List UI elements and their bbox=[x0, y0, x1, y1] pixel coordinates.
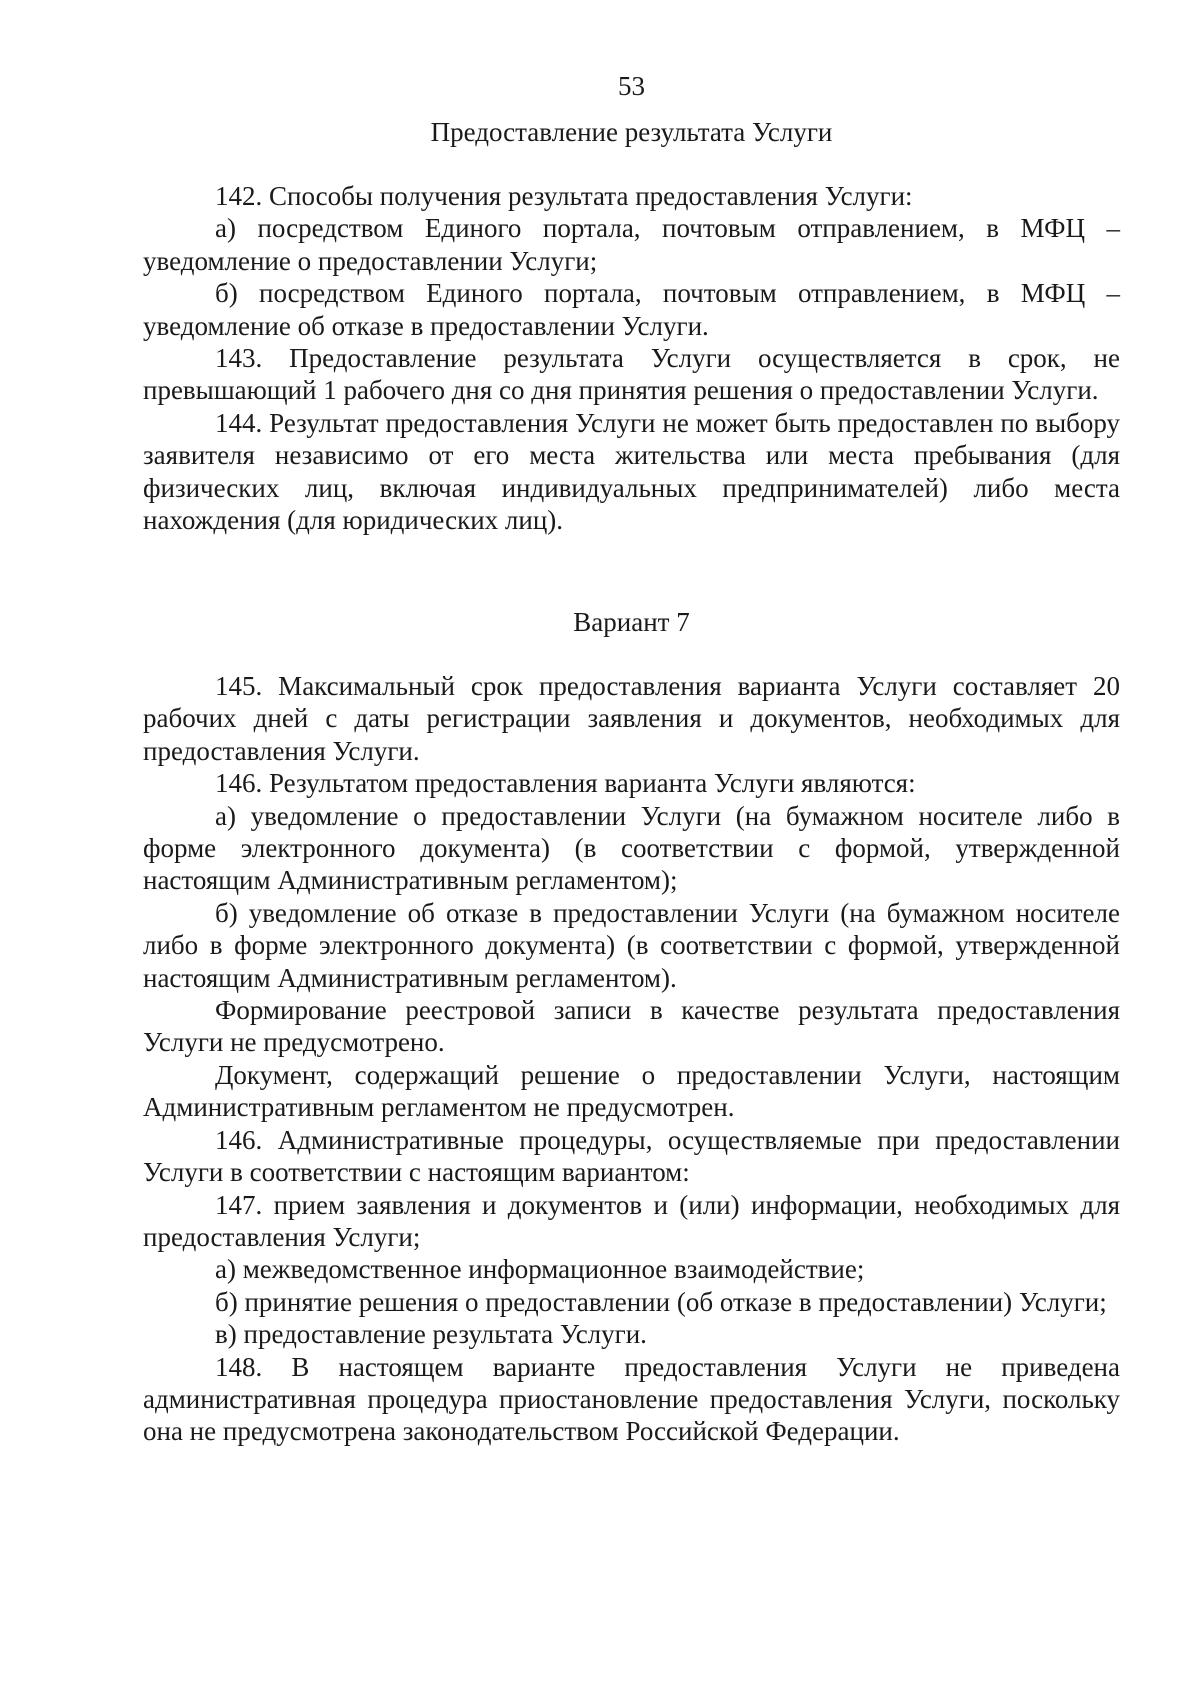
paragraph-147-c: в) предоставление результата Услуги. bbox=[215, 1319, 647, 1350]
paragraph-145: 145. Максимальный срок предоставления варианта Услуги составляет 20 рабочих дней с даты регистрации заявления и документов, необходимых для предоставления Услуги. bbox=[143, 671, 1120, 766]
section-heading-result-delivery: Предоставление результата Услуги bbox=[430, 117, 833, 147]
paragraph-142-b: б) посредством Единого портала, почтовым отправлением, в МФЦ – уведомление об отказе в предоставлении Услуги. bbox=[143, 278, 1120, 341]
section-heading-variant-7: Вариант 7 bbox=[573, 607, 690, 637]
section-body-variant-7 bbox=[143, 670, 1120, 1448]
paragraph-144: 144. Результат предоставления Услуги не может быть предоставлен по выбору заявителя независимо от его места жительства или места пребывания (для физических лиц, включая индивидуальных предпринимателей) либо места нахождения (для юридических лиц). bbox=[143, 407, 1120, 536]
paragraph-147-a: а) межведомственное информационное взаимодействие; bbox=[215, 1254, 865, 1285]
page-number: 53 bbox=[618, 71, 645, 101]
paragraph-146-b: б) уведомление об отказе в предоставлении Услуги (на бумажном носителе либо в форме электронного документа) (в соответствии с формой, утвержденной настоящим Административным регламентом). bbox=[143, 897, 1120, 993]
paragraph-decision-document: Документ, содержащий решение о предоставлении Услуги, настоящим Административным регламентом не предусмотрен. bbox=[143, 1059, 1120, 1123]
paragraph-143: 143. Предоставление результата Услуги осуществляется в срок, не превышающий 1 рабочего дня со дня принятия решения о предоставлении Услуги. bbox=[143, 343, 1120, 406]
paragraph-148: 148. В настоящем варианте предоставления Услуги не приведена административная процедура приостановление предоставления Услуги, поскольку она не предусмотрена законодательством Российской Федерации. bbox=[143, 1351, 1120, 1447]
paragraph-146-procedures: 146. Административные процедуры, осуществляемые при предоставлении Услуги в соответствии с настоящим вариантом: bbox=[143, 1124, 1120, 1188]
paragraph-registry-record: Формирование реестровой записи в качестве результата предоставления Услуги не предусмотрено. bbox=[143, 995, 1120, 1058]
paragraph-147: 147. прием заявления и документов и (или) информации, необходимых для предоставления Услуги; bbox=[143, 1189, 1120, 1252]
document-page bbox=[143, 0, 1120, 1697]
paragraph-142: 142. Способы получения результата предоставления Услуги: bbox=[215, 181, 913, 211]
paragraph-147-b: б) принятие решения о предоставлении (об отказе в предоставлении) Услуги; bbox=[215, 1286, 1107, 1317]
paragraph-146: 146. Результатом предоставления варианта Услуги являются: bbox=[215, 768, 916, 799]
section-body-result-delivery bbox=[143, 180, 1120, 536]
paragraph-142-a: а) посредством Единого портала, почтовым отправлением, в МФЦ – уведомление о предоставлении Услуги; bbox=[143, 213, 1120, 276]
paragraph-146-a: а) уведомление о предоставлении Услуги (на бумажном носителе либо в форме электронного документа) (в соответствии с формой, утвержденной настоящим Административным регламентом); bbox=[143, 800, 1120, 896]
